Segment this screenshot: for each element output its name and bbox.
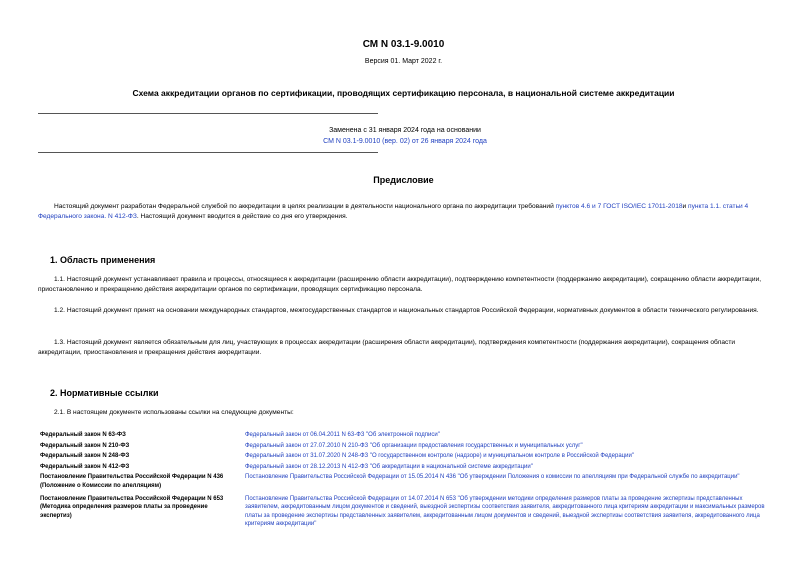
section-2-intro: 2.1. В настоящем документе использованы ссылки на следующие документы:: [54, 409, 294, 416]
table-row: [38, 472, 770, 493]
reference-link[interactable]: Федеральный закон от 27.07.2010 N 210-ФЗ "Об организации предоставления государственных и муниципальных услуг": [245, 442, 583, 449]
table-row: [38, 441, 770, 452]
preface-title: Предисловие: [373, 175, 434, 185]
law-412-link[interactable]: пункта 1.1. статьи 4 Федерального закона. N 412-ФЗ: [38, 203, 749, 220]
preface-text: [38, 202, 770, 222]
reference-name: Федеральный закон N 210-ФЗ: [40, 442, 130, 449]
section-1-paragraph-3: 1.3. Настоящий документ является обязательным для лиц, участвующих в процессах аккредитации (расширения области аккредитации), подтверждения компетентности (поддержания аккредитации), сокращения области аккредитации, приостановления и прекращения действия аккредитации.: [38, 339, 736, 356]
preface-text-before: Настоящий документ разработан Федеральной службой по аккредитации в целях реализации в деятельности национального органа по аккредитации требований: [54, 203, 556, 210]
section-1-paragraph-1: 1.1. Настоящий документ устанавливает правила и процессы, относящиеся к аккредитации (расширению области аккредитации), подтверждению компетентности (поддержанию аккредитации), сокращению области аккредитации, приостановлению и прекращению действия аккредитации органов по сертификации, проводящих сертификацию персонала.: [38, 276, 762, 293]
references-table: [38, 430, 770, 530]
table-row: [38, 494, 770, 530]
reference-link[interactable]: Постановление Правительства Российской Федерации от 15.05.2014 N 436 "Об утверждении Положения о комиссии по апелляциям при Федеральной службе по аккредитации": [245, 474, 740, 481]
document-code: СМ N 03.1-9.0010: [362, 39, 445, 50]
table-row: [38, 462, 770, 473]
table-row: [38, 430, 770, 441]
replacement-notice: [240, 125, 570, 147]
preface-text-mid: и: [682, 203, 689, 210]
reference-link[interactable]: Федеральный закон от 06.04.2011 N 63-ФЗ "Об электронной подписи": [245, 432, 440, 438]
document-version: Версия 01. Март 2022 г.: [364, 58, 443, 65]
replacement-text: Заменена с 31 января 2024 года на основании: [329, 127, 481, 134]
reference-name: Постановление Правительства Российской Федерации N 653 (Методика определения размеров платы за проведение экспертиз): [40, 495, 224, 519]
table-row: [38, 451, 770, 462]
reference-name: Постановление Правительства Российской Федерации N 436 (Положение о Комиссии по апелляциям): [40, 474, 224, 489]
reference-name: Федеральный закон N 63-ФЗ: [40, 432, 126, 438]
replacement-link[interactable]: СМ N 03.1-9.0010 (вер. 02) от 26 января 2024 года: [323, 138, 487, 145]
divider-top: [38, 113, 378, 114]
reference-link[interactable]: Федеральный закон от 28.12.2013 N 412-ФЗ "Об аккредитации в национальной системе аккредитации": [245, 463, 533, 470]
reference-link[interactable]: Постановление Правительства Российской Федерации от 14.07.2014 N 653 "Об утверждении методики определения размеров платы за проведение экспертизы представленных заявителем, аккредитованным лицом документов и сведений, выездной экспертизы соответствия заявителя, аккредитованного лица критериям аккредитации и максимальных размеров платы за проведение экспертизы представленных заявителем, аккредитованным лицом документов и сведений, выездной экспертизы соответствия заявителя, аккредитованного лица критериям аккредитации": [245, 495, 765, 528]
reference-name: Федеральный закон N 248-ФЗ: [40, 453, 130, 460]
reference-link[interactable]: Федеральный закон от 31.07.2020 N 248-ФЗ "О государственном контроле (надзоре) и муниципальном контроле в Российской Федерации": [245, 453, 634, 460]
section-1-paragraph-2: 1.2. Настоящий документ принят на основании международных стандартов, межгосударственных стандартов и национальных стандартов Российской Федерации, нормативных документов в области технического регулирования.: [54, 307, 759, 314]
gost-link[interactable]: пунктов 4.6 и 7 ГОСТ ISO/IEC 17011-2018: [555, 203, 683, 210]
document-title: Схема аккредитации органов по сертификации, проводящих сертификацию персонала, в национальной системе аккредитации: [132, 88, 675, 98]
section-1-title: 1. Область применения: [50, 255, 156, 265]
divider-bottom: [38, 152, 378, 153]
reference-name: Федеральный закон N 412-ФЗ: [40, 463, 130, 470]
section-2-title: 2. Нормативные ссылки: [50, 388, 159, 398]
preface-text-after: . Настоящий документ вводится в действие со дня его утверждения.: [136, 213, 348, 220]
